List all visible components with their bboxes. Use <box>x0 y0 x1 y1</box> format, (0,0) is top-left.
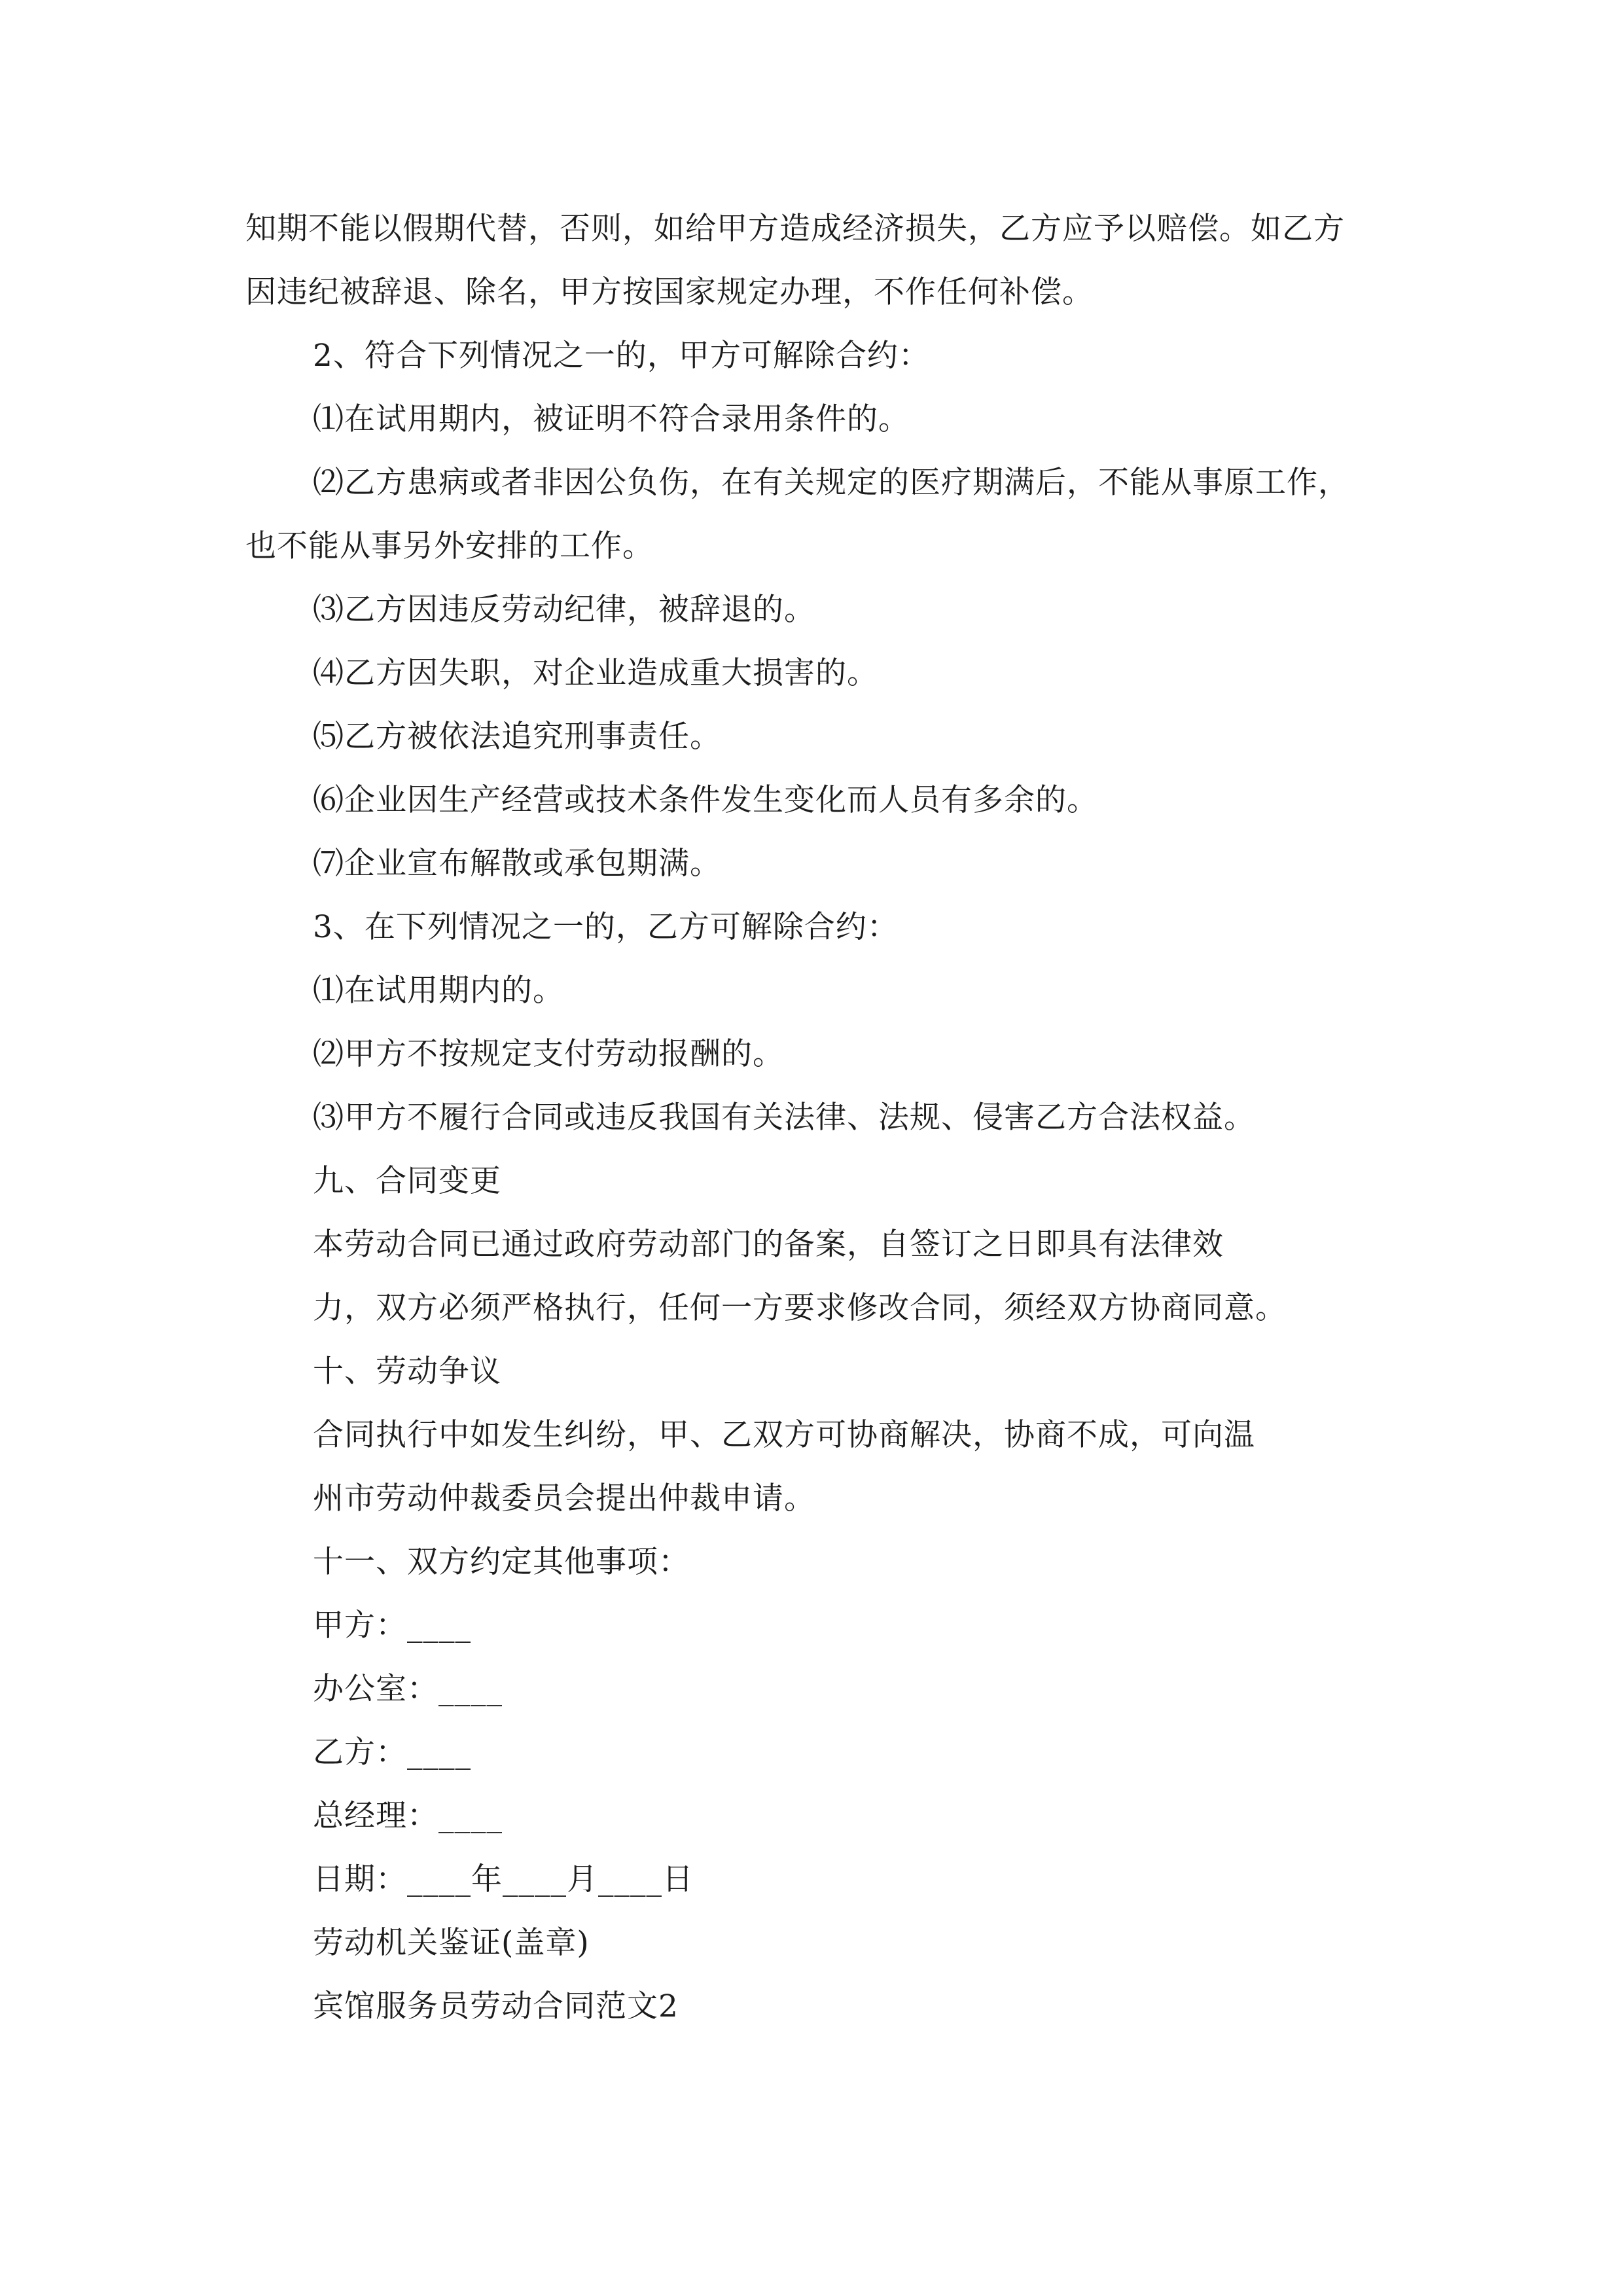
section-heading: 九、合同变更 <box>313 1163 501 1199</box>
text-line: ⑵甲方不按规定支付劳动报酬的。 <box>313 1036 784 1072</box>
text-line: 合同执行中如发生纠纷，甲、乙双方可协商解决，协商不成，可向温 <box>313 1417 1255 1453</box>
text-line: ⑸乙方被依法追究刑事责任。 <box>313 719 721 755</box>
signature-field: 办公室：____ <box>313 1671 503 1707</box>
text-line: 2、符合下列情况之一的，甲方可解除合约： <box>313 338 930 374</box>
text-line: ⑶甲方不履行合同或违反我国有关法律、法规、侵害乙方合法权益。 <box>313 1100 1255 1136</box>
signature-field: 乙方：____ <box>313 1734 471 1770</box>
text-line: ⑶乙方因违反劳动纪律，被辞退的。 <box>313 592 815 628</box>
signature-field: 总经理：____ <box>313 1798 503 1834</box>
text-line: 3、在下列情况之一的，乙方可解除合约： <box>313 909 899 945</box>
signature-field: 甲方：____ <box>313 1607 471 1643</box>
date-field: 日期：____年____月____日 <box>313 1861 694 1897</box>
text-line: 知期不能以假期代替，否则，如给甲方造成经济损失，乙方应予以赔偿。如乙方 <box>245 211 1345 247</box>
seal-line: 劳动机关鉴证(盖章) <box>313 1925 590 1961</box>
text-line: 本劳动合同已通过政府劳动部门的备案，自签订之日即具有法律效 <box>313 1227 1224 1263</box>
text-line: 也不能从事另外安排的工作。 <box>245 528 654 564</box>
text-line: ⑷乙方因失职，对企业造成重大损害的。 <box>313 655 878 691</box>
text-line: ⑴在试用期内的。 <box>313 973 564 1009</box>
text-line: ⑵乙方患病或者非因公负伤，在有关规定的医疗期满后，不能从事原工作， <box>313 465 1349 501</box>
text-line: ⑹企业因生产经营或技术条件发生变化而人员有多余的。 <box>313 782 1098 818</box>
text-line: 因违纪被辞退、除名，甲方按国家规定办理，不作任何补偿。 <box>245 274 1094 310</box>
text-line: 州市劳动仲裁委员会提出仲裁申请。 <box>313 1480 815 1516</box>
text-line: 力，双方必须严格执行，任何一方要求修改合同，须经双方协商同意。 <box>313 1290 1287 1326</box>
text-line: ⑺企业宣布解散或承包期满。 <box>313 846 721 882</box>
text-line: ⑴在试用期内，被证明不符合录用条件的。 <box>313 401 910 437</box>
section-heading: 十一、双方约定其他事项： <box>313 1544 690 1580</box>
section-heading: 十、劳动争议 <box>313 1354 501 1390</box>
document-title: 宾馆服务员劳动合同范文2 <box>313 1988 679 2024</box>
